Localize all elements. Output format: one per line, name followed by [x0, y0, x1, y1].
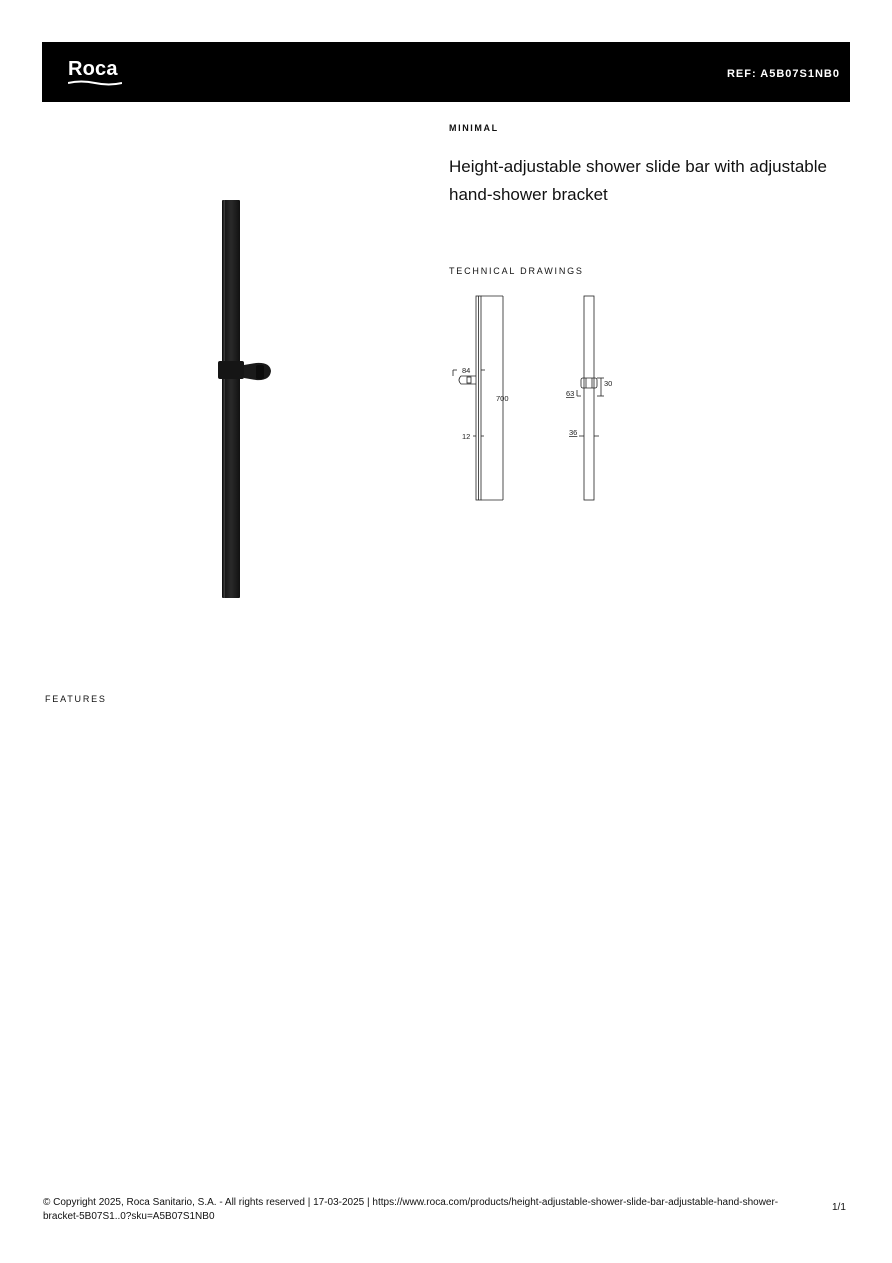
dim-12-label: 12	[462, 432, 471, 441]
collection-name: MINIMAL	[449, 123, 499, 133]
product-image	[200, 195, 280, 605]
header-bar	[42, 42, 850, 102]
technical-drawing	[449, 290, 649, 510]
bracket-slider	[218, 361, 244, 379]
dim-63-label: 63	[566, 389, 575, 398]
front-view-bar	[584, 296, 594, 500]
footer-copyright: © Copyright 2025, Roca Sanitario, S.A. - All rights reserved | 17-03-2025 | https://www.roca.com/products/height-adjustable-shower-slide-bar-adjustable-hand-shower-bracket-5B07S1..0?sku=A5B07S1NB0	[43, 1197, 779, 1222]
features-heading: FEATURES	[45, 694, 107, 704]
product-title: Height-adjustable shower slide bar with adjustable hand-shower bracket	[449, 157, 827, 204]
logo-wave-icon	[68, 80, 122, 86]
dim-36-label: 36	[569, 428, 578, 437]
dim-700-label: 700	[496, 394, 509, 403]
technical-drawings-heading: TECHNICAL DRAWINGS	[449, 266, 584, 276]
page-number: 1/1	[832, 1202, 846, 1213]
reference-code: REF: A5B07S1NB0	[726, 68, 840, 80]
dim-30-label: 30	[604, 379, 613, 388]
dim-84-label: 84	[462, 366, 471, 375]
roca-logo: Roca	[68, 58, 118, 80]
front-view-bracket	[581, 378, 597, 388]
